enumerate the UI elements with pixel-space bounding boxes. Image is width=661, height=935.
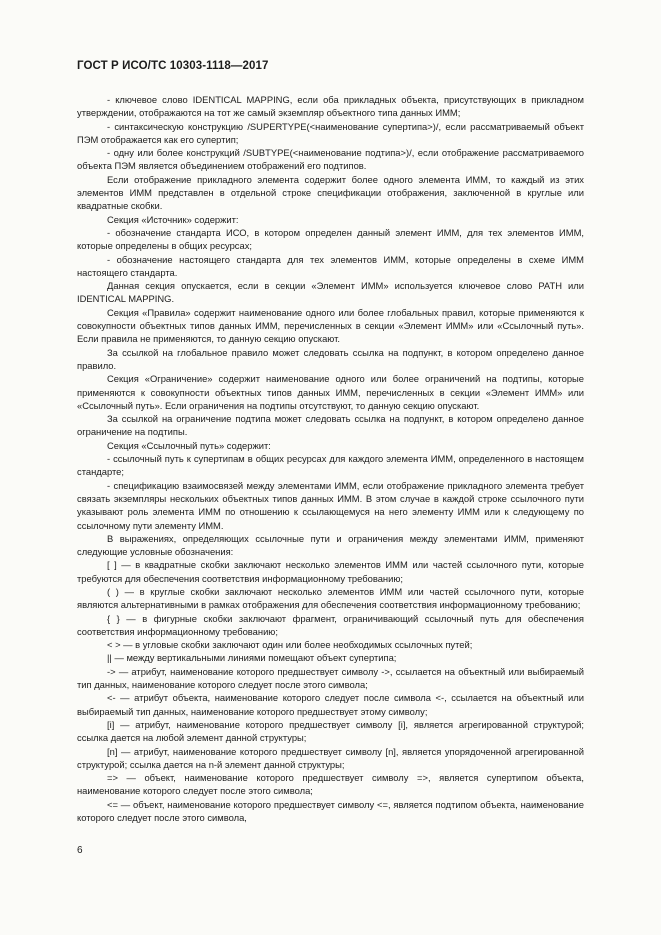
paragraph: За ссылкой на ограничение подтипа может следовать ссылка на подпункт, в котором определено данное ограничение на подтипы. xyxy=(77,413,584,438)
paragraph: Секция «Ограничение» содержит наименование одного или более ограничений на подтипы, которые применяются к совокупности объектных типов данных ИММ, перечисленных в секции «Элемент ИММ» или «Ссылочный путь». Если ограничения на подтипы отсутствуют, то данную секцию опускают. xyxy=(77,373,584,411)
paragraph: { } — в фигурные скобки заключают фрагмент, ограничивающий ссылочный путь для обеспечения соответствия информационному требованию; xyxy=(77,612,584,637)
paragraph: Секция «Ссылочный путь» содержит: xyxy=(107,439,271,451)
paragraph: <= — объект, наименование которого предшествует символу <=, является подтипом объекта, наименование которого следует после этого символа, xyxy=(77,798,584,824)
paragraph: Секция «Правила» содержит наименование одного или более глобальных правил, которые применяются к совокупности объектных типов данных ИММ, перечисленных в секции «Элемент ИММ» или «Ссылочный путь». Если правила не применяются, то данную секцию опускают. xyxy=(77,306,584,345)
paragraph: Если отображение прикладного элемента содержит более одного элемента ИММ, то каждый из этих элементов ИММ представлен в отдельной строке спецификации отображения, заключенной в круглые или квадратные скобки. xyxy=(77,173,584,212)
paragraph: -> — атрибут, наименование которого предшествует символу ->, ссылается на объектный или выбираемый тип данных, наименование которого следует после этого символа; xyxy=(77,665,584,691)
paragraph: - спецификацию взаимосвязей между элементами ИММ, если отображение прикладного элемента требует связать экземпляры нескольких объектных типов данных ИММ. В этом случае в каждой строке ссылочного пути указывают роль элемента ИММ по отношению к ссылающемуся на него элементу ИММ или к следующему по ссылочному пути элементу ИММ. xyxy=(77,479,584,531)
paragraph: [ ] — в квадратные скобки заключают несколько элементов ИММ или частей ссылочного пути, которые требуются для обеспечения соответствия информационному требованию; xyxy=(77,559,584,584)
paragraph: - обозначение настоящего стандарта для тех элементов ИММ, которые определены в схеме ИММ настоящего стандарта. xyxy=(77,253,584,278)
document-body xyxy=(77,93,584,824)
paragraph: || — между вертикальными линиями помещают объект супертипа; xyxy=(107,652,397,664)
paragraph: - ключевое слово IDENTICAL MAPPING, если оба прикладных объекта, присутствующих в прикладном утверждении, отображаются на тот же самый экземпляр объектного типа данных ИММ; xyxy=(77,94,584,119)
paragraph: - одну или более конструкций /SUBTYPE(<наименование подтипа>)/, если отображение рассматриваемого объекта ПЭМ является объединением отображений его подтипов. xyxy=(77,147,584,172)
paragraph: Данная секция опускается, если в секции «Элемент ИММ» используется ключевое слово PATH или IDENTICAL MAPPING. xyxy=(77,280,584,305)
document-header: ГОСТ Р ИСО/ТС 10303-1118—2017 xyxy=(77,60,269,72)
paragraph: В выражениях, определяющих ссылочные пути и ограничения между элементами ИММ, применяют следующие условные обозначения: xyxy=(77,532,584,558)
paragraph: [i] — атрибут, наименование которого предшествует символу [i], является агрегированной структурой; ссылка дается на любой элемент данной структуры; xyxy=(77,718,584,744)
paragraph: - синтаксическую конструкцию /SUPERTYPE(<наименование супертипа>)/, если рассматриваемый объект ПЭМ отображается как его супертип; xyxy=(77,120,584,145)
page-number: 6 xyxy=(77,845,83,856)
paragraph: ( ) — в круглые скобки заключают несколько элементов ИММ или частей ссылочного пути, которые являются альтернативными в рамках отображения для обеспечения соответствия информационному требованию; xyxy=(77,585,584,611)
paragraph: < > — в угловые скобки заключают один или более необходимых ссылочных путей; xyxy=(107,639,473,651)
paragraph: => — объект, наименование которого предшествует символу =>, является супертипом объекта, наименование которого следует после этого символа; xyxy=(77,772,584,797)
paragraph: - ссылочный путь к супертипам в общих ресурсах для каждого элемента ИММ, определенного в настоящем стандарте; xyxy=(77,453,584,478)
paragraph: За ссылкой на глобальное правило может следовать ссылка на подпункт, в котором определено данное правило. xyxy=(77,346,584,371)
paragraph: Секция «Источник» содержит: xyxy=(107,213,239,225)
paragraph: <- — атрибут объекта, наименование которого следует после символа <-, ссылается на объектный или выбираемый тип данных, наименование которого предшествует этому символу; xyxy=(77,692,584,717)
paragraph: [n] — атрибут, наименование которого предшествует символу [n], является упорядоченной агрегированной структурой; ссылка дается на n-й элемент данной структуры; xyxy=(77,745,584,770)
paragraph: - обозначение стандарта ИСО, в котором определен данный элемент ИММ, для тех элементов ИММ, которые определены в общих ресурсах; xyxy=(77,226,584,252)
